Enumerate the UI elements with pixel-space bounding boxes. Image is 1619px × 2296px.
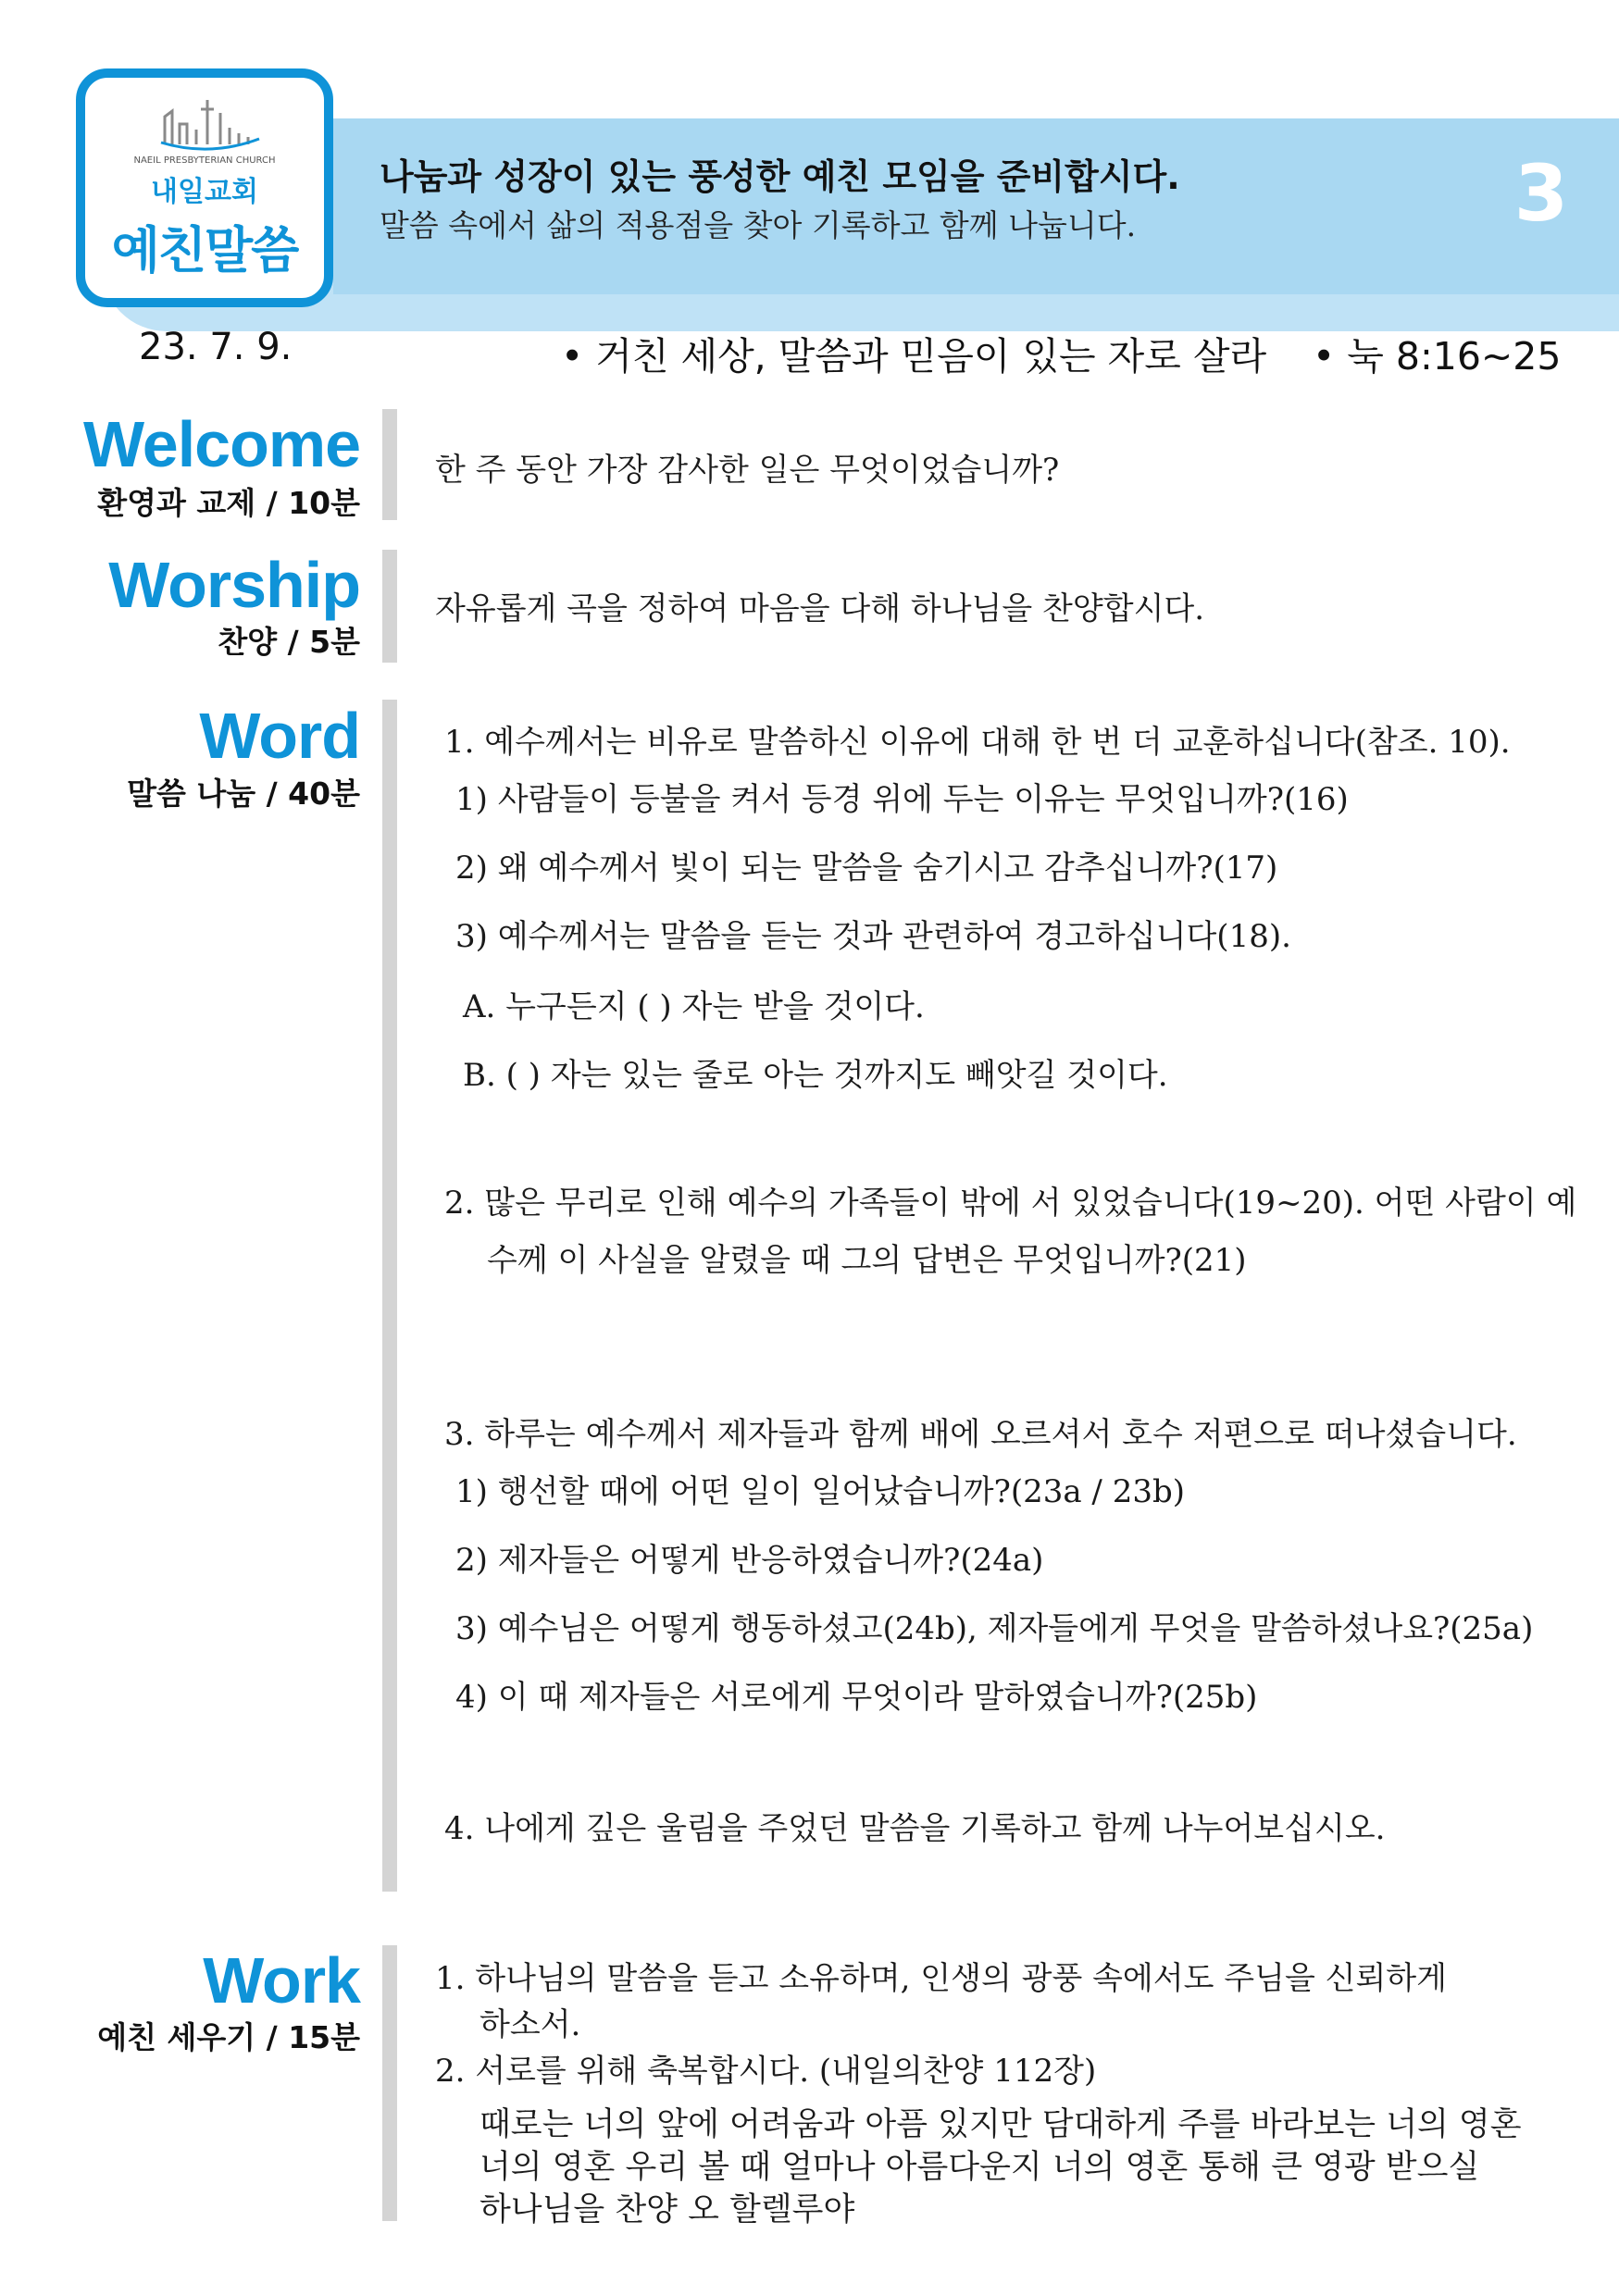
welcome-subheading: 환영과 교제 / 10분 — [97, 485, 360, 521]
work-heading: Work — [203, 1944, 360, 2017]
word-subheading: 말씀 나눔 / 40분 — [127, 776, 360, 812]
word-q1-1: 1) 사람들이 등불을 켜서 등경 위에 두는 이유는 무엇입니까?(16) — [455, 781, 1349, 818]
work-item-2: 2. 서로를 위해 축복합시다. (내일의찬양 112장) — [435, 2053, 1097, 2090]
work-subheading: 예친 세우기 / 15분 — [97, 2019, 360, 2055]
worship-subheading: 찬양 / 5분 — [218, 624, 360, 660]
word-q2: 2. 많은 무리로 인해 예수의 가족들이 밖에 서 있었습니다(19~20). 어떤 사람이 예 — [444, 1185, 1577, 1222]
logo-church-name: 내일교회 — [151, 176, 258, 208]
word-divider — [382, 700, 397, 1892]
word-heading: Word — [199, 700, 360, 772]
header-subline: 말씀 속에서 삶의 적용점을 찾아 기록하고 함께 나눕니다. — [380, 207, 1137, 243]
work-item-1: 1. 하나님의 말씀을 듣고 소유하며, 인생의 광풍 속에서도 주님을 신뢰하게 — [435, 1960, 1447, 1997]
word-q3-4: 4) 이 때 제자들은 서로에게 무엇이라 말하였습니까?(25b) — [455, 1679, 1258, 1716]
hymn-lyric-line-1: 때로는 너의 앞에 어려움과 아픔 있지만 담대하게 주를 바라보는 너의 영혼 — [479, 2106, 1522, 2143]
sermon-title: • 거친 세상, 말씀과 믿음이 있는 자로 살라 — [561, 334, 1267, 379]
page-number: 3 — [1513, 148, 1569, 239]
church-logo — [76, 68, 333, 307]
word-q1-3-a: A. 누구든지 ( ) 자는 받을 것이다. — [463, 988, 925, 1025]
word-q3: 3. 하루는 예수께서 제자들과 함께 배에 오르셔서 호수 저편으로 떠나셨습니다. — [444, 1416, 1517, 1453]
word-q3-3: 3) 예수님은 어떻게 행동하셨고(24b), 제자들에게 무엇을 말씀하셨나요?(25a) — [455, 1610, 1534, 1647]
work-item-1-cont: 하소서. — [479, 2006, 581, 2043]
welcome-heading: Welcome — [82, 408, 360, 480]
worship-heading: Worship — [108, 549, 360, 621]
worship-text: 자유롭게 곡을 정하여 마음을 다해 하나님을 찬양합시다. — [435, 590, 1205, 627]
church-skyline-icon — [159, 96, 261, 152]
word-q3-2: 2) 제자들은 어떻게 반응하였습니까?(24a) — [455, 1542, 1044, 1579]
word-q1-3-b: B. ( ) 자는 있는 줄로 아는 것까지도 빼앗길 것이다. — [463, 1057, 1168, 1094]
logo-title: 예친말씀 — [111, 221, 298, 279]
word-q1-2: 2) 왜 예수께서 빛이 되는 말씀을 숨기시고 감추십니까?(17) — [455, 850, 1278, 887]
word-q1-3: 3) 예수께서는 말씀을 듣는 것과 관련하여 경고하십니다(18). — [455, 918, 1291, 955]
word-q1: 1. 예수께서는 비유로 말씀하신 이유에 대해 한 번 더 교훈하십니다(참조. 10). — [444, 724, 1511, 761]
header-tagline: 나눔과 성장이 있는 풍성한 예친 모임을 준비합시다. — [380, 156, 1180, 197]
word-q3-1: 1) 행선할 때에 어떤 일이 일어났습니까?(23a / 23b) — [455, 1473, 1185, 1510]
bulletin-date: 23. 7. 9. — [139, 326, 293, 368]
scripture-reference: • 눅 8:16~25 — [1313, 334, 1562, 379]
worship-divider — [382, 550, 397, 663]
word-q2-cont: 수께 이 사실을 알렸을 때 그의 답변은 무엇입니까?(21) — [487, 1242, 1247, 1279]
word-q4: 4. 나에게 깊은 울림을 주었던 말씀을 기록하고 함께 나누어보십시오. — [444, 1810, 1386, 1847]
work-divider — [382, 1945, 397, 2221]
welcome-question: 한 주 동안 가장 감사한 일은 무엇이었습니까? — [435, 452, 1060, 489]
hymn-lyric-line-2: 너의 영혼 우리 볼 때 얼마나 아름다운지 너의 영혼 통해 큰 영광 받으실 — [479, 2149, 1480, 2186]
hymn-lyric-line-3: 하나님을 찬양 오 할렐루야 — [479, 2191, 855, 2228]
logo-subtext: NAEIL PRESBYTERIAN CHURCH — [133, 155, 276, 166]
welcome-divider — [382, 409, 397, 520]
